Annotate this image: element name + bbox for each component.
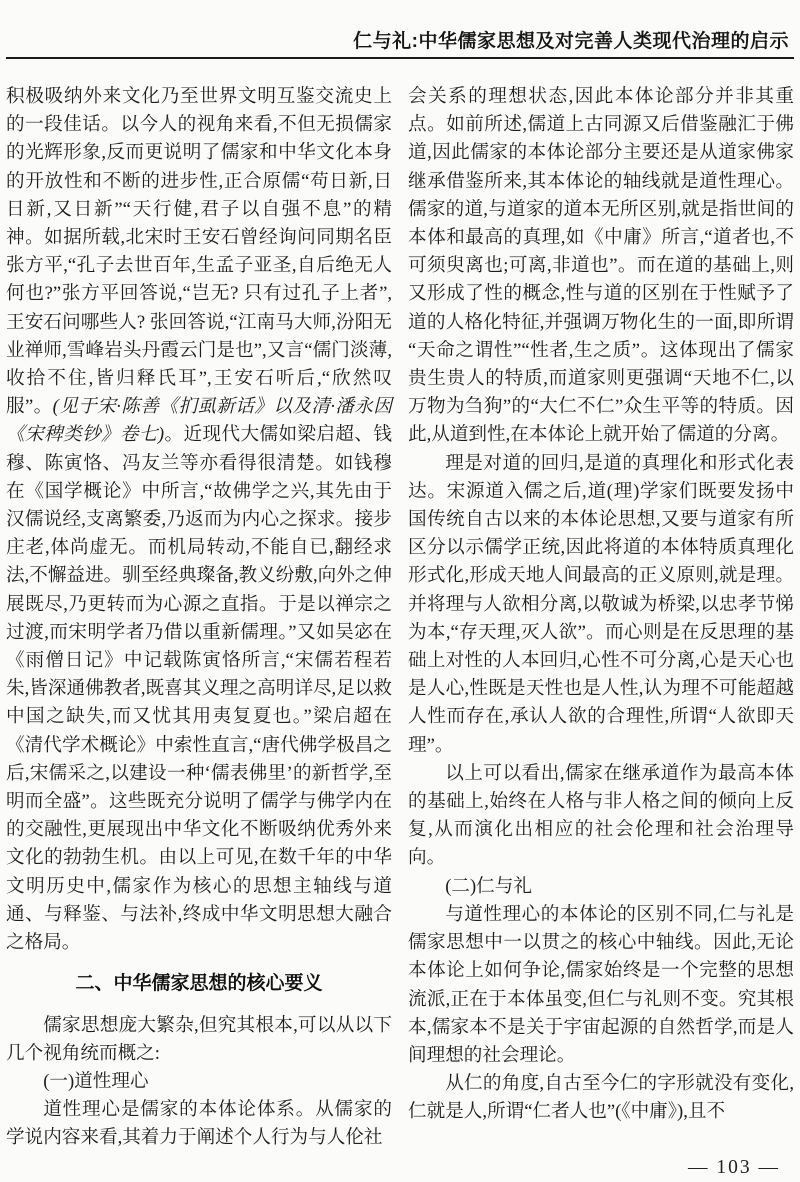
- right-column: [408, 83, 794, 1153]
- paragraph-li-return-to-dao: 理是对道的回归,是道的真理化和形式化表达。宋源道入儒之后,道(理)学家们既要发扬中国传统自古以来的本体论思想,又要与道家有所区分以示儒学正统,因此将道的本体特质真理化形式化,形成天地人间最高的正义原则,就是理。并将理与人欲相分离,以敬诚为桥梁,以忠孝节悌为本,“存天理,灭人欲”。而心则是在反思理的基础上对性的人本回归,心性不可分离,心是天心也是人心,性既是天性也是人性,认为理不可能超越人性而存在,承认人欲的合理性,所谓“人欲即天理”。: [408, 452, 794, 756]
- header-divider: [6, 57, 794, 59]
- paragraph-summary-inheritance: 以上可以看出,儒家在继承道作为最高本体的基础上,始终在人格与非人格之间的倾向上反复,从而演化出相应的社会伦理和社会治理导向。: [408, 762, 794, 869]
- body-text-segment: 积极吸纳外来文化乃至世界文明互鉴交流史上的一段佳话。以今人的视角来看,不但无损儒家的光辉形象,反而更说明了儒家和中华文化本身的开放性和不断的进步性,正合原儒“苟日新,日日新,又日新”“天行健,君子以自强不息”的精神。如据所载,北宋时王安石曾经询问同期名臣张方平,“孔子去世百年,生孟子亚圣,自后绝无人何也?”张方平回答说,“岂无? 只有过孔子上者”,王安石问哪些人? 张回答说,“江南马大师,汾阳无业禅师,雪峰岩头丹霞云门是也”,又言“儒门淡薄,收拾不住,皆归释氏耳”,王安石听后,“欣然叹服”。: [6, 86, 392, 418]
- page-header: [6, 0, 794, 59]
- paragraph-ren-angle: 从仁的角度,自古至今仁的字形就没有变化,仁就是人,所谓“仁者人也”(《中庸》),且不: [408, 1073, 794, 1123]
- paragraph-ren-li-axis: 与道性理心的本体论的区别不同,仁与礼是儒家思想中一以贯之的核心中轴线。因此,无论本体论上如何争论,儒家始终是一个完整的思想流派,正在于本体虽变,但仁与礼则不变。究其根本,儒家本不是关于宇宙起源的自然哲学,而是人间理想的社会理论。: [408, 903, 794, 1066]
- paragraph-ontology-start: 道性理心是儒家的本体论体系。从儒家的学说内容来看,其着力于阐述个人行为与人伦社: [6, 1099, 392, 1149]
- paragraph-continuation-left: [6, 83, 392, 957]
- left-column: [6, 83, 392, 1153]
- body-text-segment: 。近现代大儒如梁启超、钱穆、陈寅恪、冯友兰等亦看得很清楚。如钱穆在《国学概论》中所言,“故佛学之兴,其先由于汉儒说经,支离繁委,乃返而为内心之探求。接步庄老,体尚虚无。而机局转动,不能自已,翻经求法,不懈益进。驯至经典璨备,教义纷敷,向外之伸展既尽,乃更转而为心源之直指。于是以禅宗之过渡,而宋明学者乃借以重新儒理。”又如吴宓在《雨僧日记》中记载陈寅恪所言,“宋儒若程若朱,皆深通佛教者,既喜其义理之高明详尽,足以救中国之缺失,而又忧其用夷复夏也。”梁启超在《清代学术概论》中索性直言,“唐代佛学极昌之后,宋儒采之,以建设一种‘儒表佛里’的新哲学,至明而全盛”。这些既充分说明了儒学与佛学内在的交融性,更展现出中华文化不断吸纳优秀外来文化的勃勃生机。由以上可见,在数千年的中华文明历史中,儒家作为核心的思想主轴线与道通、与释鉴、与法补,终成中华文明思想大融合之格局。: [6, 424, 392, 954]
- citation-note: (见于宋·陈善《扪虱新话》以及清·潘永因《宋稗类钞》卷七): [6, 396, 392, 446]
- page-footer: [6, 1157, 794, 1179]
- subsection-heading-dao-xing-li-xin: (一)道性理心: [43, 1070, 149, 1092]
- paragraph-continuation-right: 会关系的理想状态,因此本体论部分并非其重点。如前所述,儒道上古同源又后借鉴融汇于佛道,因此儒家的本体论部分主要还是从道家佛家继承借鉴所来,其本体论的轴线就是道性理心。儒家的道,与道家的道本无所区别,就是指世间的本体和最高的真理,如《中庸》所言,“道者也,不可须臾离也;可离,非道也”。而在道的基础上,则又形成了性的概念,性与道的区别在于性赋予了道的人格化特征,并强调万物化生的一面,即所谓“天命之谓性”“性者,生之质”。这体现出了儒家贵生贵人的特质,而道家则更强调“天地不仁,以万物为刍狗”的“大仁不仁”众生平等的特质。因此,从道到性,在本体论上就开始了儒道的分离。: [408, 86, 794, 446]
- running-head-title: 仁与礼:中华儒家思想及对完善人类现代治理的启示: [353, 31, 789, 52]
- two-column-body: [6, 83, 794, 1153]
- subsection-heading-ren-yu-li: (二)仁与礼: [445, 875, 532, 897]
- section-heading-core-essence: 二、中华儒家思想的核心要义: [75, 973, 323, 995]
- paragraph-intro: 儒家思想庞大繁杂,但究其根本,可以从以下几个视角统而概之:: [6, 1014, 392, 1064]
- page-number: — 103 —: [688, 1156, 780, 1178]
